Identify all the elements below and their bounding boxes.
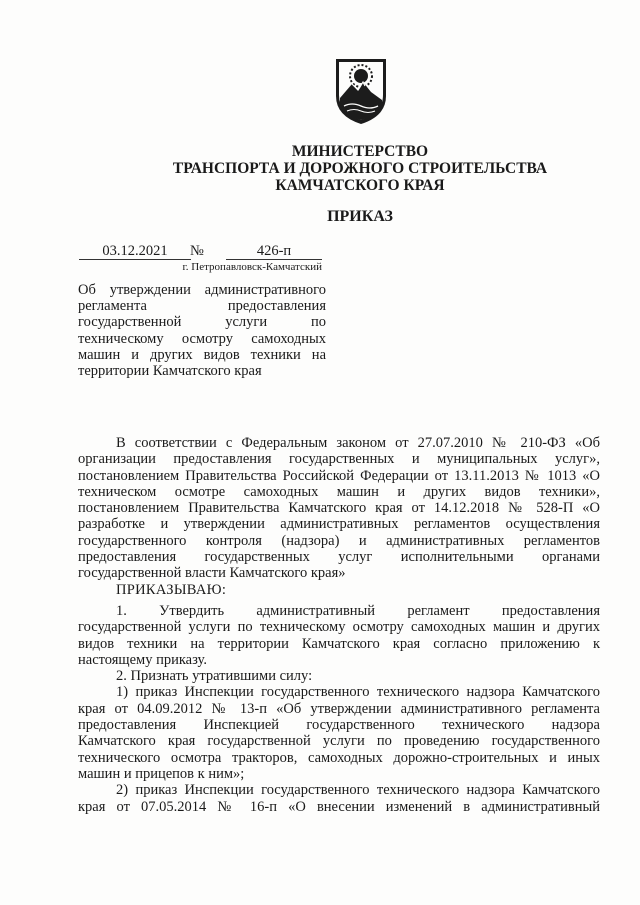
- item-line: Камчатского края государственной услуги по проведению государственного: [78, 733, 600, 750]
- item-line: технического осмотра тракторов, самоходных дорожно-строительных и иных: [78, 749, 600, 766]
- item-line: видов техники на территории Камчатского края согласно приложению к: [78, 635, 600, 652]
- item-line: 2. Признать утратившими силу:: [116, 668, 313, 685]
- preamble-line: предоставления государственных услуг исполнительными органами: [78, 549, 600, 566]
- item-line: 2) приказ Инспекции государственного технического надзора Камчатского: [116, 782, 600, 799]
- order-date: 03.12.2021: [102, 243, 168, 259]
- number-sign: №: [190, 243, 204, 259]
- preamble-line: постановлением Правительства Камчатского края от 14.12.2018 № 528-П «О: [78, 500, 600, 517]
- order-city: г. Петропавловск-Камчатский: [182, 261, 322, 273]
- item-line: машин и прицепов к ним»;: [78, 765, 245, 782]
- preamble-line: организации предоставления государственных и муниципальных услуг»,: [78, 451, 600, 468]
- document-type: ПРИКАЗ: [327, 208, 393, 225]
- preamble-line: постановлением Правительства Российской Федерации от 13.11.2013 № 1013 «О: [78, 467, 600, 484]
- preamble-line: государственной власти Камчатского края»: [78, 565, 346, 582]
- date-underline: [79, 259, 191, 260]
- number-underline: [226, 259, 322, 260]
- subject-line: государственной услуги по: [78, 314, 326, 331]
- order-number: 426-п: [256, 243, 292, 259]
- item-line: государственной услуги по техническому осмотру самоходных машин и других: [78, 619, 600, 636]
- subject-line: территории Камчатского края: [78, 363, 262, 380]
- item-line: края от 04.09.2012 № 13-п «Об утверждении административного регламента: [78, 700, 600, 717]
- item-line: настоящему приказу.: [78, 651, 207, 668]
- subject-line: машин и других видов техники на: [78, 346, 326, 363]
- order-directive: ПРИКАЗЫВАЮ:: [116, 582, 227, 598]
- item-line: 1. Утвердить административный регламент предоставления: [116, 603, 600, 619]
- preamble-line: В соответствии с Федеральным законом от 27.07.2010 № 210-ФЗ «Об: [116, 435, 600, 451]
- order-subject: [78, 282, 326, 379]
- preamble-line: техническом осмотре самоходных машин и других видов техники»,: [78, 483, 600, 500]
- item-line: 1) приказ Инспекции государственного технического надзора Камчатского: [116, 684, 600, 701]
- order-items: [78, 603, 600, 815]
- subject-line: техническому осмотру самоходных: [78, 330, 326, 347]
- subject-line: регламента предоставления: [78, 298, 326, 315]
- item-line: края от 07.05.2014 № 16-п «О внесении изменений в административный: [78, 798, 600, 815]
- preamble-paragraph: [78, 435, 600, 582]
- ministry-title-line-3: КАМЧАТСКОГО КРАЯ: [275, 177, 445, 194]
- subject-line: Об утверждении административного: [78, 282, 326, 298]
- preamble-line: государственного контроля (надзора) и административных регламентов: [78, 532, 600, 549]
- ministry-title-line-2: ТРАНСПОРТА И ДОРОЖНОГО СТРОИТЕЛЬСТВА: [172, 160, 548, 177]
- preamble-line: разработке и утверждении административных регламентов осуществления: [78, 516, 600, 533]
- kamchatka-emblem-icon: [332, 56, 390, 126]
- item-line: предоставления Инспекцией государственного технического надзора: [78, 717, 600, 734]
- ministry-title-line-1: МИНИСТЕРСТВО: [291, 143, 429, 160]
